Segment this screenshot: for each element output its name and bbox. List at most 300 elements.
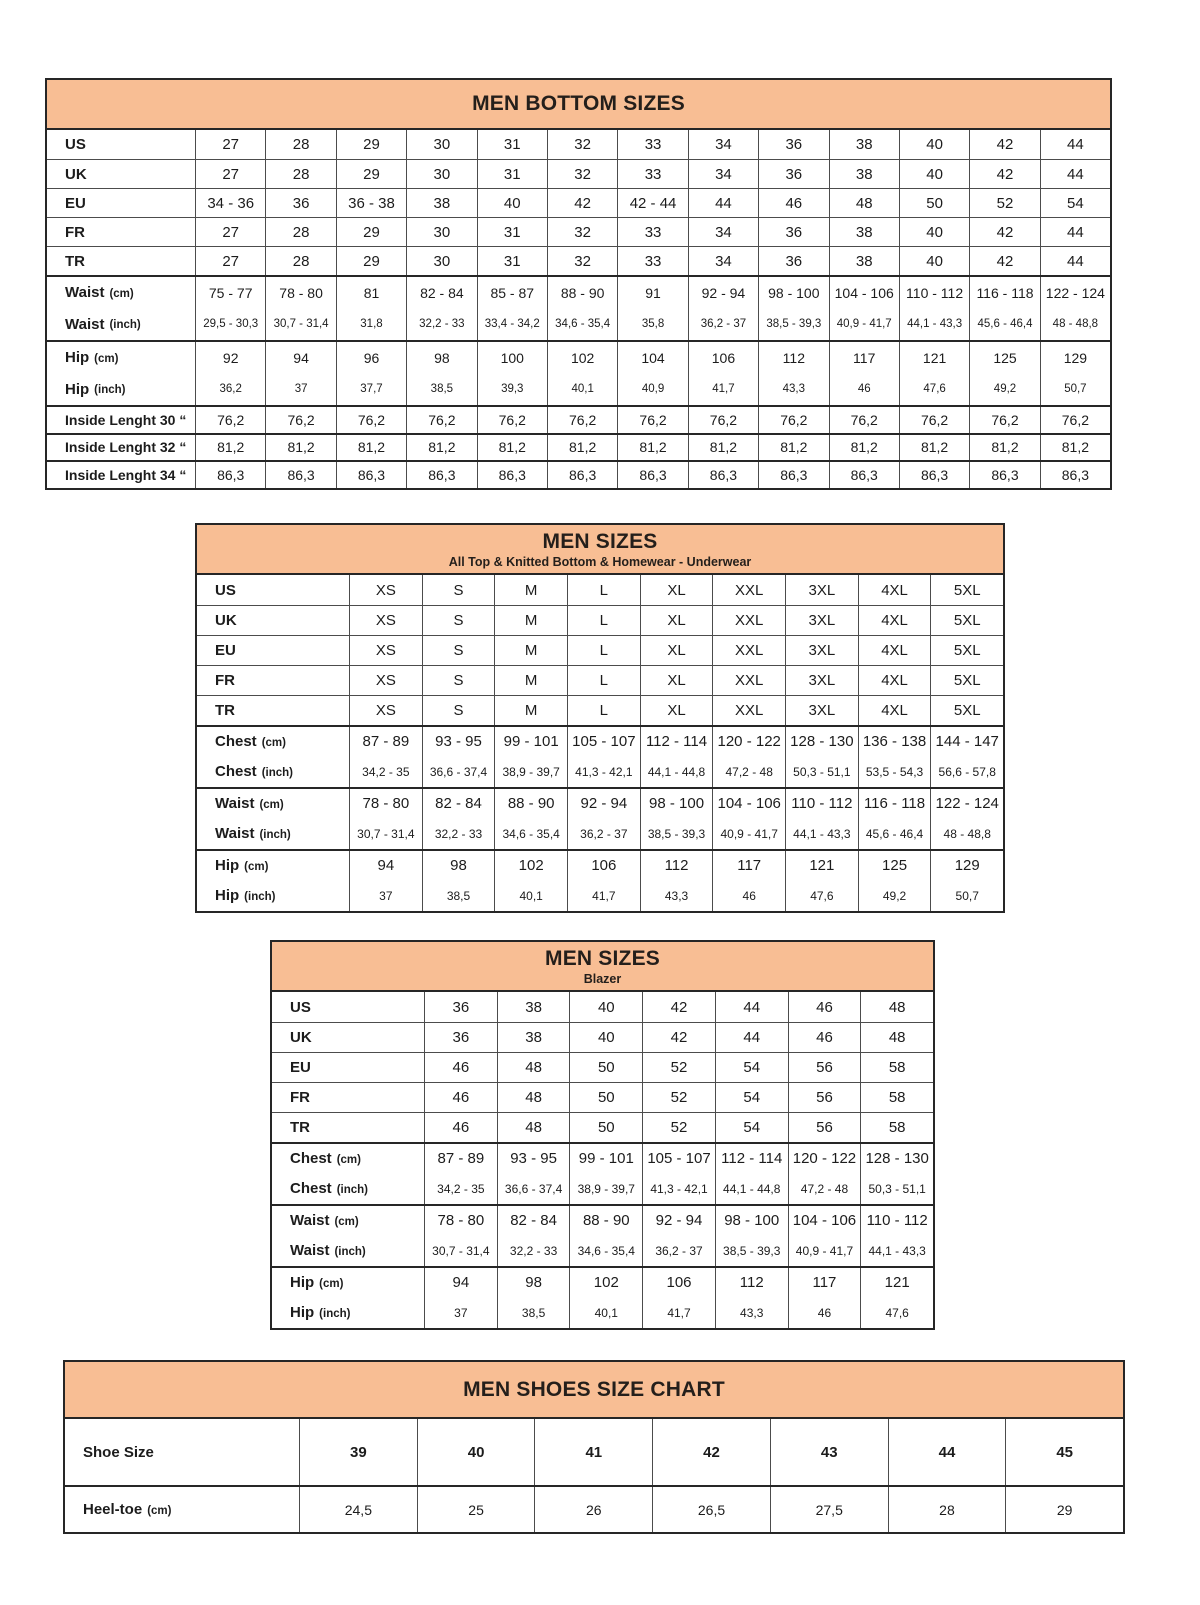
table-cell: 40 (417, 1419, 535, 1485)
table-cell: 34 (688, 160, 758, 188)
table-cell: 30 (406, 218, 476, 246)
table-cell: 36 (758, 160, 828, 188)
table-cell: 81,2 (1040, 435, 1110, 461)
row-label-text: FR (290, 1089, 310, 1106)
table-cell: 40 (477, 189, 547, 217)
table-cell: 76,2 (336, 407, 406, 433)
row-label-unit: (cm) (109, 287, 134, 300)
table-cell: 106 (567, 851, 640, 880)
table-cell: 53,5 - 54,3 (858, 756, 931, 787)
men-bottom-sizes-row-waist-cm (47, 275, 1110, 308)
men-sizes-tops-row-chest-cm (197, 725, 1003, 756)
men-sizes-blazer-row-hip-inch (272, 1297, 933, 1328)
table-cell: 33 (617, 218, 687, 246)
table-cell: 46 (712, 880, 785, 911)
table-cell: 47,2 - 48 (788, 1173, 861, 1204)
men-bottom-sizes-row-tr (47, 246, 1110, 275)
table-cell: 38 (829, 160, 899, 188)
men-shoes-size-chart-title: MEN SHOES SIZE CHART (463, 1377, 725, 1401)
men-sizes-blazer-row-waist-inch (272, 1235, 933, 1266)
row-label-text: US (65, 136, 86, 153)
row-label-text: Waist (290, 1242, 330, 1259)
row-label-unit: (cm) (261, 736, 286, 749)
men-sizes-tops-title: MEN SIZES (542, 529, 658, 553)
table-cell: 58 (860, 1083, 933, 1112)
row-label-text: TR (215, 702, 235, 719)
table-cell: XXL (712, 575, 785, 605)
table-cell: 86,3 (1040, 462, 1110, 488)
row-label-hip-cm (272, 1268, 424, 1297)
table-cell: 40 (899, 218, 969, 246)
table-cell: 33,4 - 34,2 (477, 308, 547, 340)
table-cell: S (422, 575, 495, 605)
table-cell: 31,8 (336, 308, 406, 340)
row-label-hip-cm (197, 851, 349, 880)
table-cell: 28 (265, 218, 335, 246)
table-cell: 37 (265, 373, 335, 405)
row-label-text: Chest (215, 733, 257, 750)
table-cell: 42 (969, 160, 1039, 188)
table-cell: 81,2 (688, 435, 758, 461)
table-cell: 48 - 48,8 (930, 818, 1003, 849)
row-label-text: Chest (215, 763, 257, 780)
table-cell: 38,5 (497, 1297, 570, 1328)
table-cell: 50,7 (1040, 373, 1110, 405)
table-cell: 116 - 118 (969, 277, 1039, 308)
row-label-text: FR (65, 223, 85, 241)
table-cell: XL (640, 575, 713, 605)
table-cell: 28 (265, 160, 335, 188)
table-cell: 117 (829, 342, 899, 373)
table-cell: 56 (788, 1053, 861, 1082)
table-cell: XXL (712, 636, 785, 665)
table-cell: 44,1 - 43,3 (899, 308, 969, 340)
men-bottom-sizes-row-hip-inch (47, 373, 1110, 405)
table-cell: 86,3 (406, 462, 476, 488)
table-cell: 29,5 - 30,3 (195, 308, 265, 340)
table-cell: 94 (349, 851, 422, 880)
men-shoes-size-chart-row-heel-toe-cm (65, 1485, 1123, 1532)
table-cell: 82 - 84 (422, 789, 495, 818)
table-cell: 36,2 (195, 373, 265, 405)
men-sizes-blazer-row-waist-cm (272, 1204, 933, 1235)
table-cell: 98 - 100 (758, 277, 828, 308)
table-cell: 86,3 (829, 462, 899, 488)
row-label-text: EU (65, 194, 86, 212)
table-cell: 94 (265, 342, 335, 373)
table-cell: 104 - 106 (712, 789, 785, 818)
table-cell: 47,2 - 48 (712, 756, 785, 787)
table-cell: 4XL (858, 696, 931, 725)
table-cell: 92 (195, 342, 265, 373)
table-cell: 52 (642, 1113, 715, 1142)
men-sizes-blazer-table (270, 940, 935, 1330)
table-cell: 4XL (858, 575, 931, 605)
table-cell: 45 (1005, 1419, 1123, 1485)
table-cell: 36,2 - 37 (567, 818, 640, 849)
row-label-text: TR (290, 1119, 310, 1136)
table-cell: 27 (195, 130, 265, 159)
table-cell: 76,2 (758, 407, 828, 433)
men-sizes-blazer-row-hip-cm (272, 1266, 933, 1297)
table-cell: 46 (788, 1297, 861, 1328)
table-cell: 78 - 80 (424, 1206, 497, 1235)
table-cell: 116 - 118 (858, 789, 931, 818)
table-cell: 3XL (785, 606, 858, 635)
table-cell: 36 - 38 (336, 189, 406, 217)
table-cell: 29 (336, 160, 406, 188)
table-cell: 34 - 36 (195, 189, 265, 217)
table-cell: 42 (547, 189, 617, 217)
table-cell: 76,2 (406, 407, 476, 433)
table-cell: 102 (494, 851, 567, 880)
table-cell: 98 (497, 1268, 570, 1297)
table-cell: 29 (336, 247, 406, 275)
table-cell: 105 - 107 (567, 727, 640, 756)
table-cell: 4XL (858, 636, 931, 665)
row-label-us (197, 575, 349, 605)
table-cell: 81,2 (617, 435, 687, 461)
table-cell: L (567, 636, 640, 665)
men-bottom-sizes-row-waist-inch (47, 308, 1110, 340)
table-cell: 128 - 130 (785, 727, 858, 756)
table-cell: 44,1 - 44,8 (640, 756, 713, 787)
men-sizes-tops-row-waist-cm (197, 787, 1003, 818)
table-cell: 32 (547, 160, 617, 188)
table-cell: 5XL (930, 696, 1003, 725)
row-label-inside-lenght-32 (47, 435, 195, 461)
table-cell: 110 - 112 (899, 277, 969, 308)
table-cell: 48 (497, 1113, 570, 1142)
table-cell: 88 - 90 (547, 277, 617, 308)
table-cell: 76,2 (899, 407, 969, 433)
table-cell: 30,7 - 31,4 (265, 308, 335, 340)
table-cell: 38 (497, 992, 570, 1022)
table-cell: 76,2 (969, 407, 1039, 433)
table-cell: 86,3 (969, 462, 1039, 488)
row-label-heel-toe-cm (65, 1487, 299, 1532)
table-cell: 58 (860, 1113, 933, 1142)
table-cell: 76,2 (829, 407, 899, 433)
table-cell: 40 (899, 160, 969, 188)
row-label-fr (272, 1083, 424, 1112)
table-cell: 44,1 - 43,3 (860, 1235, 933, 1266)
table-cell: M (494, 666, 567, 695)
table-cell: 122 - 124 (1040, 277, 1110, 308)
table-cell: 129 (1040, 342, 1110, 373)
row-label-text: Hip (290, 1274, 315, 1291)
table-cell: 98 (422, 851, 495, 880)
table-cell: M (494, 696, 567, 725)
table-cell: 87 - 89 (349, 727, 422, 756)
table-cell: 104 - 106 (829, 277, 899, 308)
table-cell: 46 (788, 1023, 861, 1052)
table-cell: 36 (424, 992, 497, 1022)
table-cell: 86,3 (758, 462, 828, 488)
row-label-hip-cm (47, 342, 195, 373)
table-cell: 112 (715, 1268, 788, 1297)
table-cell: 78 - 80 (265, 277, 335, 308)
table-cell: 104 (617, 342, 687, 373)
table-cell: 34,6 - 35,4 (494, 818, 567, 849)
table-cell: 3XL (785, 696, 858, 725)
table-cell: 36,6 - 37,4 (497, 1173, 570, 1204)
table-cell: 52 (642, 1083, 715, 1112)
table-cell: 50 (569, 1113, 642, 1142)
men-bottom-sizes-title: MEN BOTTOM SIZES (472, 92, 685, 115)
table-cell: 128 - 130 (860, 1144, 933, 1173)
men-sizes-tops-row-uk (197, 605, 1003, 635)
table-cell: 42 (642, 992, 715, 1022)
table-cell: 42 - 44 (617, 189, 687, 217)
row-label-eu (272, 1053, 424, 1082)
table-cell: 102 (547, 342, 617, 373)
men-bottom-sizes-row-eu (47, 188, 1110, 217)
table-cell: 47,6 (899, 373, 969, 405)
table-cell: 34 (688, 130, 758, 159)
table-cell: 30 (406, 130, 476, 159)
table-cell: 44,1 - 43,3 (785, 818, 858, 849)
table-cell: 48 (829, 189, 899, 217)
table-cell: 43,3 (758, 373, 828, 405)
table-cell: 99 - 101 (494, 727, 567, 756)
table-cell: 44 (715, 992, 788, 1022)
table-cell: 81,2 (547, 435, 617, 461)
table-cell: 120 - 122 (712, 727, 785, 756)
row-label-unit: (cm) (147, 1504, 172, 1517)
row-label-text: Inside Lenght 30 “ (65, 411, 187, 428)
table-cell: 41,7 (567, 880, 640, 911)
table-cell: XS (349, 606, 422, 635)
table-cell: 93 - 95 (497, 1144, 570, 1173)
table-cell: 45,6 - 46,4 (858, 818, 931, 849)
table-cell: XXL (712, 666, 785, 695)
table-cell: 47,6 (785, 880, 858, 911)
table-cell: 92 - 94 (642, 1206, 715, 1235)
table-cell: 34 (688, 218, 758, 246)
table-cell: 81,2 (758, 435, 828, 461)
row-label-inside-lenght-34 (47, 462, 195, 488)
table-cell: 34,2 - 35 (424, 1173, 497, 1204)
table-cell: 86,3 (477, 462, 547, 488)
table-cell: 92 - 94 (567, 789, 640, 818)
table-cell: 129 (930, 851, 1003, 880)
row-label-text: Waist (65, 315, 105, 333)
table-cell: 81 (336, 277, 406, 308)
table-cell: 88 - 90 (569, 1206, 642, 1235)
table-cell: 86,3 (547, 462, 617, 488)
table-cell: 44,1 - 44,8 (715, 1173, 788, 1204)
table-cell: 86,3 (899, 462, 969, 488)
table-cell: 44 (1040, 160, 1110, 188)
table-cell: 37 (349, 880, 422, 911)
row-label-unit: (inch) (336, 1183, 368, 1196)
row-label-text: UK (215, 612, 237, 629)
table-cell: 38 (829, 218, 899, 246)
table-cell: 32 (547, 218, 617, 246)
table-cell: 32 (547, 130, 617, 159)
row-label-unit: (cm) (94, 352, 119, 365)
table-cell: S (422, 666, 495, 695)
table-cell: 27 (195, 247, 265, 275)
table-cell: XL (640, 636, 713, 665)
row-label-unit: (cm) (259, 798, 284, 811)
row-label-hip-inch (47, 373, 195, 405)
table-cell: 81,2 (195, 435, 265, 461)
table-cell: 26,5 (652, 1487, 770, 1532)
table-cell: 32,2 - 33 (406, 308, 476, 340)
men-bottom-sizes-row-us (47, 130, 1110, 159)
table-cell: 46 (788, 992, 861, 1022)
table-cell: 121 (785, 851, 858, 880)
row-label-fr (47, 218, 195, 246)
men-bottom-sizes-row-inside-lenght-32 (47, 433, 1110, 461)
table-cell: 27 (195, 218, 265, 246)
table-cell: 3XL (785, 575, 858, 605)
row-label-text: EU (290, 1059, 311, 1076)
table-cell: 91 (617, 277, 687, 308)
table-cell: 49,2 (969, 373, 1039, 405)
table-cell: 81,2 (406, 435, 476, 461)
row-label-fr (197, 666, 349, 695)
row-label-chest-cm (197, 727, 349, 756)
table-cell: 38 (406, 189, 476, 217)
men-bottom-sizes-row-fr (47, 217, 1110, 246)
row-label-unit: (inch) (259, 828, 291, 841)
table-cell: 44 (1040, 218, 1110, 246)
table-cell: 32,2 - 33 (497, 1235, 570, 1266)
table-cell: 52 (642, 1053, 715, 1082)
table-cell: 81,2 (899, 435, 969, 461)
row-label-uk (272, 1023, 424, 1052)
table-cell: 32,2 - 33 (422, 818, 495, 849)
table-cell: 76,2 (1040, 407, 1110, 433)
table-cell: 33 (617, 130, 687, 159)
row-label-text: TR (65, 252, 85, 270)
table-cell: 4XL (858, 666, 931, 695)
table-cell: 46 (758, 189, 828, 217)
row-label-text: UK (290, 1029, 312, 1046)
men-shoes-size-chart-table (63, 1360, 1125, 1534)
table-cell: XL (640, 606, 713, 635)
table-cell: 117 (788, 1268, 861, 1297)
table-cell: 38,5 - 39,3 (640, 818, 713, 849)
table-cell: 76,2 (477, 407, 547, 433)
table-cell: 42 (969, 130, 1039, 159)
row-label-text: EU (215, 642, 236, 659)
table-cell: 48 (860, 992, 933, 1022)
table-cell: 121 (899, 342, 969, 373)
men-sizes-tops-row-fr (197, 665, 1003, 695)
table-cell: 38,9 - 39,7 (494, 756, 567, 787)
table-cell: 3XL (785, 666, 858, 695)
table-cell: 81,2 (969, 435, 1039, 461)
table-cell: 24,5 (299, 1487, 417, 1532)
table-cell: 40,9 - 41,7 (829, 308, 899, 340)
table-cell: 94 (424, 1268, 497, 1297)
table-cell: 106 (642, 1268, 715, 1297)
table-cell: 32 (547, 247, 617, 275)
table-cell: 50 (569, 1053, 642, 1082)
men-shoes-size-chart-row-shoe-size (65, 1419, 1123, 1485)
table-cell: 112 (640, 851, 713, 880)
table-cell: 40,9 (617, 373, 687, 405)
table-cell: XS (349, 636, 422, 665)
men-sizes-blazer-header (272, 942, 933, 992)
table-cell: 110 - 112 (785, 789, 858, 818)
row-label-text: Inside Lenght 34 “ (65, 466, 187, 483)
table-cell: 86,3 (195, 462, 265, 488)
table-cell: 86,3 (617, 462, 687, 488)
men-sizes-blazer-row-chest-inch (272, 1173, 933, 1204)
table-cell: 100 (477, 342, 547, 373)
table-cell: 38,5 (422, 880, 495, 911)
row-label-text: Shoe Size (83, 1443, 154, 1461)
table-cell: 37,7 (336, 373, 406, 405)
table-cell: 44 (1040, 247, 1110, 275)
table-cell: 34,6 - 35,4 (547, 308, 617, 340)
men-sizes-tops-row-chest-inch (197, 756, 1003, 787)
row-label-text: US (215, 581, 236, 599)
table-cell: 54 (715, 1053, 788, 1082)
table-cell: 5XL (930, 575, 1003, 605)
table-cell: 41,3 - 42,1 (642, 1173, 715, 1204)
table-cell: 40,9 - 41,7 (712, 818, 785, 849)
table-cell: 38,5 - 39,3 (758, 308, 828, 340)
men-sizes-tops-row-waist-inch (197, 818, 1003, 849)
table-cell: 34 (688, 247, 758, 275)
table-cell: 27,5 (770, 1487, 888, 1532)
table-cell: 54 (715, 1113, 788, 1142)
table-cell: 112 - 114 (640, 727, 713, 756)
table-cell: 136 - 138 (858, 727, 931, 756)
row-label-unit: (inch) (244, 890, 276, 903)
table-cell: 30 (406, 160, 476, 188)
table-cell: 99 - 101 (569, 1144, 642, 1173)
table-cell: 45,6 - 46,4 (969, 308, 1039, 340)
table-cell: 28 (888, 1487, 1006, 1532)
table-cell: 29 (336, 130, 406, 159)
table-cell: 50 (899, 189, 969, 217)
men-sizes-blazer-subtitle: Blazer (583, 971, 622, 986)
table-cell: 41,7 (642, 1297, 715, 1328)
table-cell: 43,3 (715, 1297, 788, 1328)
table-cell: 33 (617, 160, 687, 188)
table-cell: 28 (265, 130, 335, 159)
table-cell: XS (349, 696, 422, 725)
row-label-tr (47, 247, 195, 275)
table-cell: 76,2 (547, 407, 617, 433)
table-cell: 54 (715, 1083, 788, 1112)
table-cell: S (422, 606, 495, 635)
row-label-unit: (inch) (261, 766, 293, 779)
table-cell: 38,5 - 39,3 (715, 1235, 788, 1266)
table-cell: 50,3 - 51,1 (860, 1173, 933, 1204)
table-cell: 85 - 87 (477, 277, 547, 308)
table-cell: L (567, 666, 640, 695)
table-cell: 76,2 (265, 407, 335, 433)
table-cell: 44 (1040, 130, 1110, 159)
table-cell: 50,7 (930, 880, 1003, 911)
men-sizes-blazer-row-fr (272, 1082, 933, 1112)
row-label-waist-cm (197, 789, 349, 818)
table-cell: 81,2 (336, 435, 406, 461)
row-label-unit: (cm) (319, 1277, 344, 1290)
table-cell: 81,2 (829, 435, 899, 461)
table-cell: 40,1 (494, 880, 567, 911)
table-cell: 117 (712, 851, 785, 880)
row-label-text: Waist (215, 825, 255, 842)
